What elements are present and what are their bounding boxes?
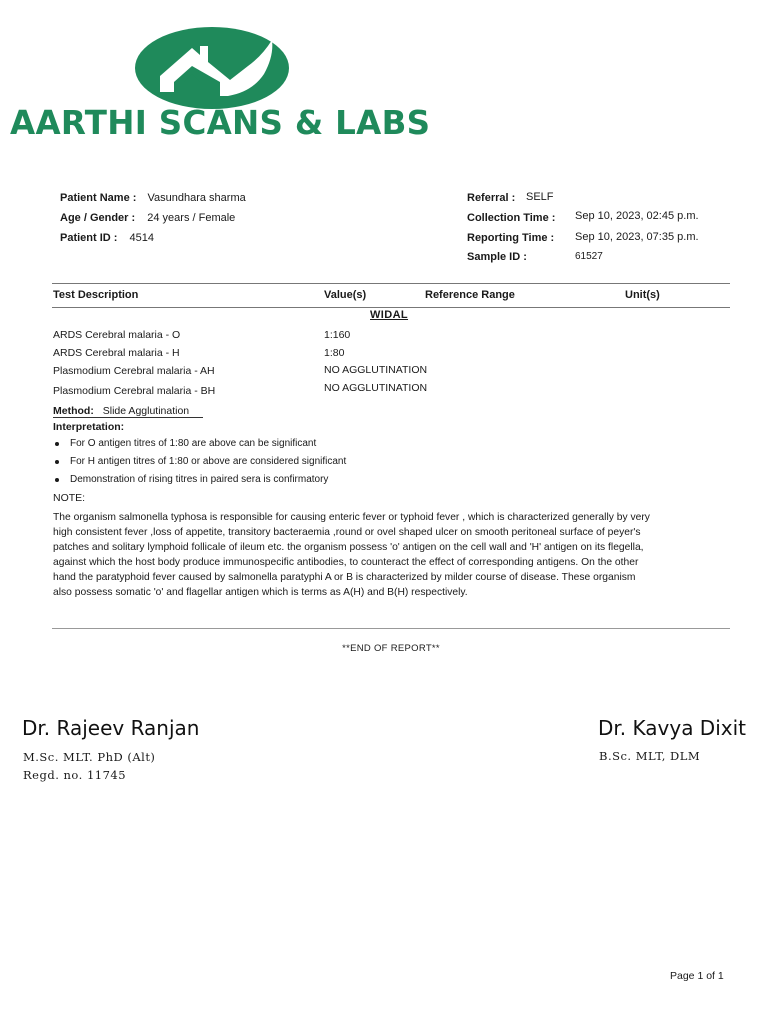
bullet-icon: [55, 460, 59, 464]
list-item: For H antigen titres of 1:80 or above are considered significant: [53, 455, 346, 473]
reporting-time-label: Reporting Time :: [467, 232, 555, 244]
patient-id-label: Patient ID :: [60, 232, 118, 244]
patient-name-row: [60, 192, 246, 204]
left-signatory-registration: Regd. no. 11745: [23, 768, 127, 782]
patient-name-label: Patient Name :: [60, 192, 137, 204]
age-gender-value: 24 years / Female: [147, 212, 236, 224]
patient-id-row: [60, 232, 154, 244]
interpretation-title: Interpretation:: [53, 421, 125, 433]
table-row-value: NO AGGLUTINATION: [324, 364, 428, 376]
note-paragraph: The organism salmonella typhosa is responsible for causing enteric fever or typhoid fever , which is characterized generally by very high consistent fever ,loss of appetite, transitory bacteraemia ,round or ovel shaped ulcer on smooth peritoneal surface of peyer's patches and solitary lymphoid follicale of ileum etc. the organism possess 'o' antigen on the cell wall and 'H' antigen on its flegella, against which the host body produce immunospecific antibodies, to counteract the effect of corresponding antigens. On the other hand the paratyphoid fever caused by salmonella paratyphi A or B is characterized by milder course of disease. These organism also possess somatic 'o' and flagellar antigen which is terms as A(H) and B(H) respectively.: [53, 512, 650, 599]
reporting-time-value: Sep 10, 2023, 07:35 p.m.: [575, 231, 699, 243]
list-item: For O antigen titres of 1:80 are above can be significant: [53, 437, 346, 455]
patient-id-value: 4514: [129, 232, 154, 244]
header-units: Unit(s): [625, 289, 660, 301]
patient-name-value: Vasundhara sharma: [147, 192, 246, 204]
right-signatory-name: Dr. Kavya Dixit: [598, 716, 746, 740]
bullet-icon: [55, 478, 59, 482]
table-header-rule: [52, 307, 730, 308]
table-top-rule: [52, 283, 730, 284]
table-row-test: Plasmodium Cerebral malaria - BH: [53, 385, 216, 397]
table-row-value: 1:80: [324, 347, 345, 359]
bullet-icon: [55, 442, 59, 446]
collection-time-label: Collection Time :: [467, 212, 556, 224]
collection-time-value: Sep 10, 2023, 02:45 p.m.: [575, 210, 699, 222]
interpretation-list: [53, 437, 346, 491]
left-signatory-qualification: M.Sc. MLT. PhD (Alt): [23, 750, 156, 764]
sample-id-value: 61527: [575, 251, 603, 262]
page-number: Page 1 of 1: [670, 970, 724, 982]
method-value: Slide Agglutination: [102, 405, 190, 417]
report-bottom-rule: [52, 628, 730, 629]
table-row-test: ARDS Cerebral malaria - H: [53, 347, 180, 359]
header-test-description: Test Description: [53, 289, 139, 301]
method-line: [53, 405, 203, 418]
logo: [0, 0, 768, 150]
age-gender-row: [60, 212, 235, 224]
method-label: Method:: [53, 405, 94, 417]
section-title-widal: WIDAL: [370, 309, 409, 321]
table-row-value: 1:160: [324, 329, 351, 341]
sample-id-label: Sample ID :: [467, 251, 527, 263]
table-row-test: ARDS Cerebral malaria - O: [53, 329, 181, 341]
brand-name: AARTHI SCANS & LABS: [10, 104, 431, 142]
age-gender-label: Age / Gender :: [60, 212, 136, 224]
referral-label: Referral :: [467, 192, 516, 204]
header-values: Value(s): [324, 289, 367, 301]
table-row-value: NO AGGLUTINATION: [324, 382, 428, 394]
left-signatory-name: Dr. Rajeev Ranjan: [22, 716, 200, 740]
header-reference-range: Reference Range: [425, 289, 515, 301]
table-row-test: Plasmodium Cerebral malaria - AH: [53, 365, 215, 377]
list-item: Demonstration of rising titres in paired sera is confirmatory: [53, 473, 346, 491]
end-of-report: **END OF REPORT**: [342, 643, 440, 654]
right-signatory-qualification: B.Sc. MLT, DLM: [599, 749, 701, 763]
note-label: NOTE:: [53, 492, 86, 504]
house-leaf-logo-icon: [134, 26, 290, 110]
referral-value: SELF: [526, 191, 554, 203]
